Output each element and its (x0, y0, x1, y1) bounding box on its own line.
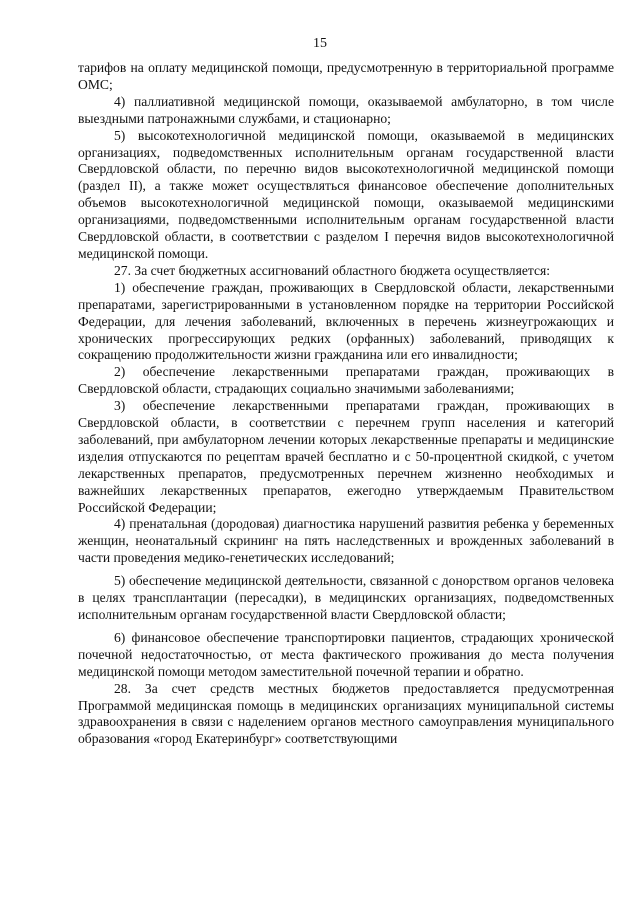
paragraph-27-item-2: 2) обеспечение лекарственными препаратами граждан, проживающих в Свердловской области, страдающих социально значимыми заболеваниями; (78, 364, 614, 397)
paragraph-continuation: тарифов на оплату медицинской помощи, предусмотренную в территориальной программе ОМС; (78, 60, 614, 92)
paragraph-27-item-4: 4) пренатальная (дородовая) диагностика нарушений развития ребенка у беременных женщин, неонатальный скрининг на пять наследственных и врожденных заболеваний в части проведения медико-генетических исследований; (78, 516, 614, 566)
paragraph-27-item-6: 6) финансовое обеспечение транспортировки пациентов, страдающих хронической почечной недостаточностью, от места фактического проживания до места получения медицинской помощи методом заместительной почечной терапии и обратно. (78, 629, 614, 679)
paragraph-27-item-3: 3) обеспечение лекарственными препаратами граждан, проживающих в Свердловской области, в соответствии с перечнем групп населения и категорий заболеваний, при амбулаторном лечении которых лекарственные препараты и медицинские изделия отпускаются по рецептам врачей бесплатно и с 50-процентной скидкой, с учетом лекарственных препаратов, предусмотренных перечнем жизненно необходимых и важнейших лекарственных препаратов, ежегодно утверждаемым Правительством Российской Федерации; (78, 398, 614, 515)
paragraph-27-item-1: 1) обеспечение граждан, проживающих в Свердловской области, лекарственными препаратами, зарегистрированными в установленном порядке на территории Российской Федерации, для лечения заболеваний, включенных в перечень жизнеугрожающих и хронических прогрессирующих редких (орфанных) заболеваний, приводящих к сокращению продолжительности жизни гражданина или его инвалидности; (78, 279, 614, 363)
page-number: 15 (313, 36, 327, 51)
paragraph-section-28: 28. За счет средств местных бюджетов предоставляется предусмотренная Программой медицинская помощь в медицинских организациях муниципальной системы здравоохранения в связи с наделением органов местного самоуправления муниципального образования «город Екатеринбург» соответствующими (78, 680, 614, 747)
paragraph-27-item-5: 5) обеспечение медицинской деятельности, связанной с донорством органов человека в целях трансплантации (пересадки), в медицинских организациях, подведомственных исполнительным органам государственной власти Свердловской области; (78, 573, 614, 622)
paragraph-section-27: 27. За счет бюджетных ассигнований областного бюджета осуществляется: (114, 262, 551, 278)
paragraph-item-4: 4) паллиативной медицинской помощи, оказываемой амбулаторно, в том числе выездными патронажными службами, и стационарно; (78, 93, 614, 126)
paragraph-item-5: 5) высокотехнологичной медицинской помощи, оказываемой в медицинских организациях, подведомственных исполнительным органам государственной власти Свердловской области, по перечню видов высокотехнологичной медицинской помощи (раздел II), а также может осуществляться финансовое обеспечение дополнительных объемов высокотехнологичной медицинской помощи, оказываемой медицинскими организациями, подведомственными исполнительным органам государственной власти Свердловской области, в соответствии с разделом I перечня видов высокотехнологичной медицинской помощи. (78, 127, 614, 261)
document-body (78, 60, 614, 748)
